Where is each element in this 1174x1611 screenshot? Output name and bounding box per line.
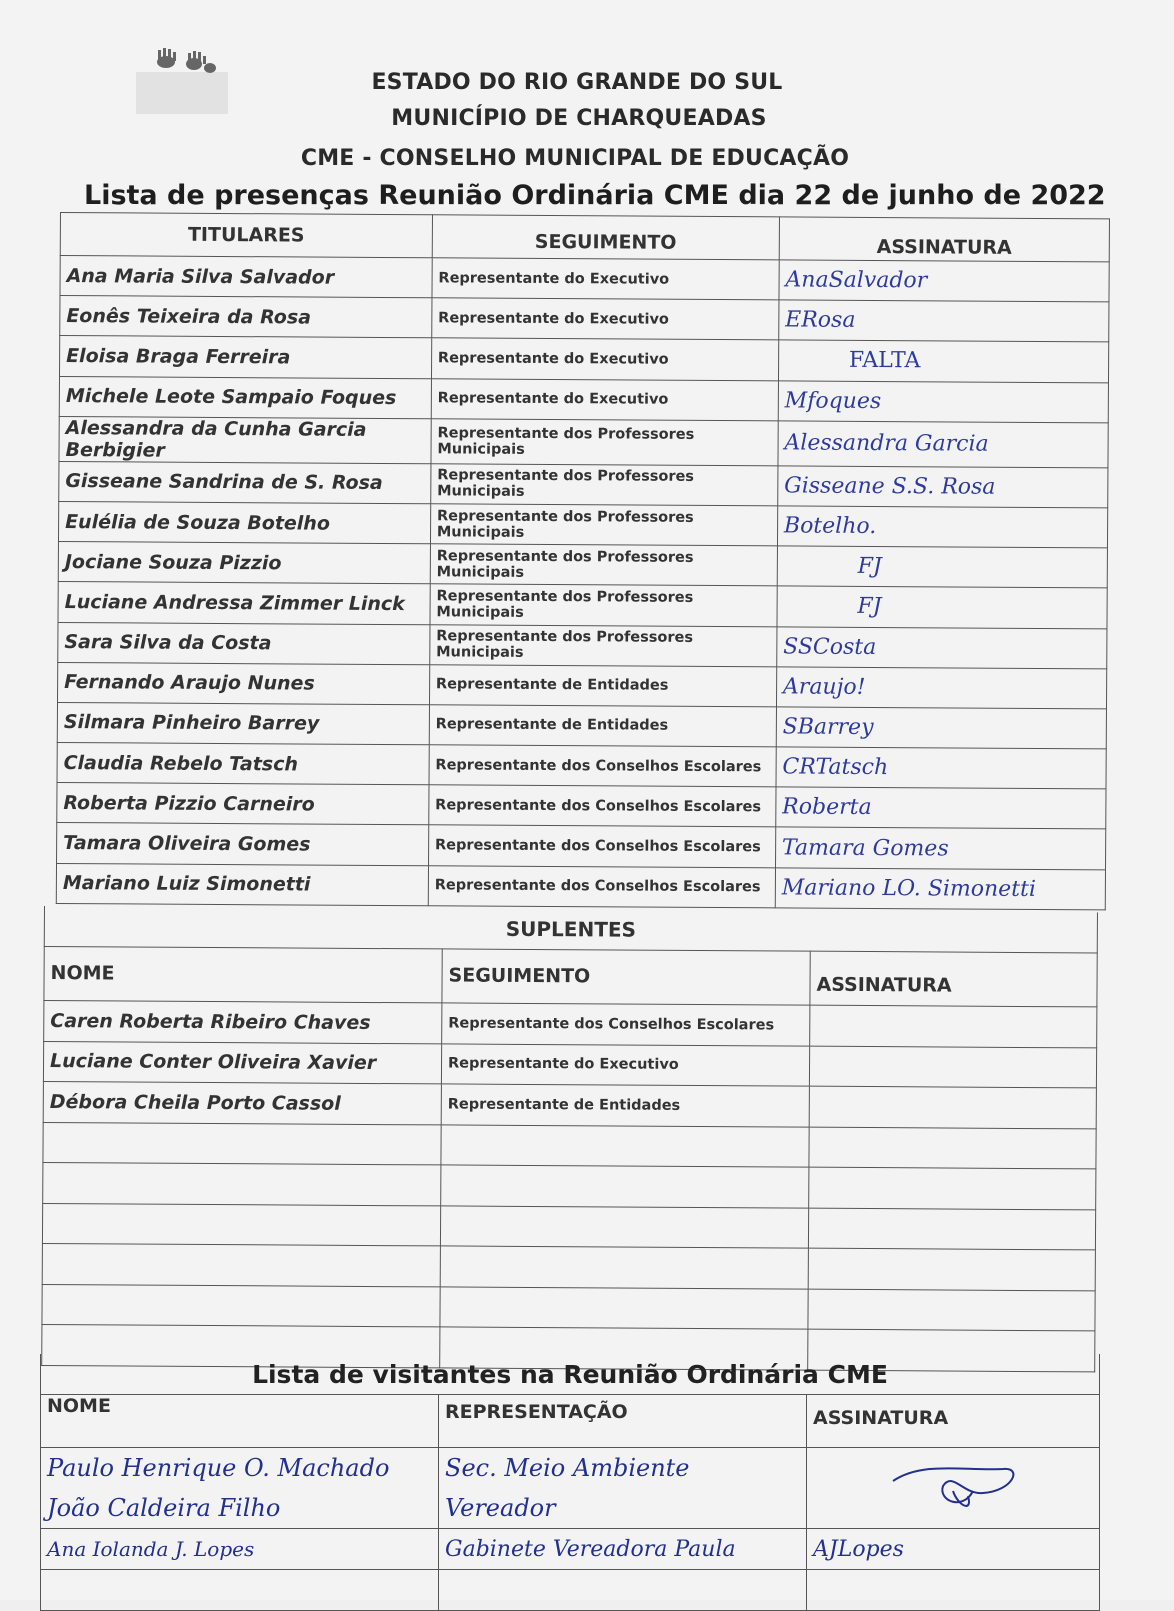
member-segment: Representante do Executivo: [431, 378, 778, 420]
member-name: Tamara Oliveira Gomes: [57, 823, 429, 865]
table-row: [58, 582, 1107, 629]
signature: Gisseane S.S. Rosa: [778, 466, 1108, 508]
page-title: Lista de presenças Reunião Ordinária CME dia 22 de junho de 2022: [84, 180, 1106, 211]
table-row: [42, 1203, 1095, 1250]
table-row: [43, 1162, 1096, 1209]
member-segment: Representante dos Professores Municipais: [431, 419, 778, 466]
table-row: [59, 416, 1108, 467]
member-name: Silmara Pinheiro Barrey: [57, 702, 429, 744]
visitantes-header-row: [41, 1395, 1100, 1448]
col-seguimento: SEGUIMENTO: [432, 215, 779, 260]
table-row: [60, 296, 1109, 343]
table-row: [42, 1284, 1095, 1331]
member-segment: Representante dos Professores Municipais: [430, 504, 777, 546]
signature: Araujo!: [776, 667, 1106, 709]
col-nome: NOME: [41, 1395, 439, 1448]
header-municipality: MUNICÍPIO DE CHARQUEADAS: [391, 106, 767, 131]
table-row: [58, 501, 1107, 548]
visitor-signature: AJLopes: [807, 1529, 1100, 1570]
member-segment: Representante dos Professores Municipais: [430, 584, 777, 626]
signature-empty: [809, 1086, 1096, 1128]
col-assinatura: ASSINATURA: [810, 951, 1097, 1007]
col-assinatura: ASSINATURA: [807, 1395, 1100, 1448]
member-name: Luciane Conter Oliveira Xavier: [43, 1041, 441, 1084]
table-row: [57, 702, 1106, 749]
member-segment: Representante dos Professores Municipais: [431, 464, 778, 506]
col-nome: NOME: [44, 946, 442, 1003]
titulares-header-row: [60, 213, 1109, 262]
table-row: [43, 1041, 1096, 1088]
table-row: [57, 743, 1106, 790]
member-name: Eloisa Braga Ferreira: [59, 336, 431, 378]
member-segment: Representante dos Conselhos Escolares: [429, 745, 776, 787]
col-representacao: REPRESENTAÇÃO: [439, 1395, 807, 1448]
col-assinatura: ASSINATURA: [779, 217, 1109, 262]
table-row: [58, 542, 1107, 589]
signature: AnaSalvador: [779, 260, 1109, 302]
member-segment: Representante dos Professores Municipais: [430, 544, 777, 586]
member-name: Eulélia de Souza Botelho: [58, 501, 430, 543]
visitor-name: João Caldeira Filho: [41, 1488, 439, 1529]
table-row: [43, 1122, 1096, 1169]
visitor-name: Paulo Henrique O. Machado: [41, 1448, 439, 1489]
col-seguimento: SEGUIMENTO: [442, 948, 810, 1005]
signature: SBarrey: [776, 707, 1106, 749]
table-row: [59, 461, 1108, 508]
signature: Tamara Gomes: [775, 827, 1105, 869]
titulares-table: [56, 212, 1110, 910]
header-council: CME - CONSELHO MUNICIPAL DE EDUCAÇÃO: [300, 146, 850, 171]
table-row: [59, 376, 1108, 423]
table-row: [59, 336, 1108, 383]
table-row: [56, 863, 1105, 910]
signature: Alessandra Garcia: [778, 421, 1108, 468]
visitantes-table: [40, 1354, 1100, 1611]
table-row: [60, 256, 1109, 303]
member-name: Gisseane Sandrina de S. Rosa: [59, 461, 431, 503]
signature: FALTA: [778, 340, 1108, 382]
member-segment: Representante do Executivo: [432, 258, 779, 300]
member-name: Caren Roberta Ribeiro Chaves: [44, 1001, 442, 1044]
suplentes-section-label: SUPLENTES: [44, 906, 1097, 952]
member-segment: Representante de Entidades: [429, 705, 776, 747]
suplentes-header-row: [44, 946, 1097, 1007]
member-name: Fernando Araujo Nunes: [58, 662, 430, 704]
signature: ERosa: [779, 300, 1109, 342]
table-row: [42, 1243, 1095, 1290]
member-segment: Representante dos Conselhos Escolares: [429, 785, 776, 827]
member-name: Sara Silva da Costa: [58, 622, 430, 664]
table-row: [41, 1529, 1100, 1570]
table-row: [57, 823, 1106, 870]
signature: Botelho.: [777, 506, 1107, 548]
member-segment: Representante dos Professores Municipais: [430, 624, 777, 666]
signature: SSCosta: [777, 626, 1107, 668]
visitor-signature: [807, 1448, 1100, 1529]
member-segment: Representante dos Conselhos Escolares: [428, 865, 775, 907]
visitor-representation: Sec. Meio Ambiente: [439, 1448, 807, 1489]
member-segment: Representante dos Conselhos Escolares: [428, 825, 775, 867]
member-name: Michele Leote Sampaio Foques: [59, 376, 431, 418]
member-segment: Representante de Entidades: [429, 664, 776, 706]
table-row: [41, 1570, 1100, 1611]
member-name: Jociane Souza Pizzio: [58, 542, 430, 584]
signature-empty: [810, 1005, 1097, 1047]
visitor-representation: Gabinete Vereadora Paula: [439, 1529, 807, 1570]
member-name: Alessandra da Cunha Garcia Berbigier: [59, 416, 431, 463]
signature: FJ: [777, 586, 1107, 628]
member-segment: Representante do Executivo: [441, 1043, 809, 1086]
table-row: [44, 1001, 1097, 1048]
member-name: Ana Maria Silva Salvador: [60, 256, 432, 298]
signature: Mfoques: [778, 380, 1108, 422]
table-row: [43, 1081, 1096, 1128]
member-name: Eonês Teixeira da Rosa: [60, 296, 432, 338]
suplentes-table: [41, 906, 1098, 1372]
table-row: [57, 783, 1106, 830]
col-titulares: TITULARES: [60, 213, 432, 258]
signature: FJ: [777, 546, 1107, 588]
table-row: [58, 622, 1107, 669]
member-segment: Representante do Executivo: [431, 338, 778, 380]
signature: Mariano LO. Simonetti: [775, 868, 1105, 910]
member-name: Débora Cheila Porto Cassol: [43, 1081, 441, 1124]
member-segment: Representante do Executivo: [432, 298, 779, 340]
member-segment: Representante de Entidades: [441, 1084, 809, 1127]
header-state: ESTADO DO RIO GRANDE DO SUL: [371, 70, 783, 95]
table-row: [58, 662, 1107, 709]
signature-empty: [809, 1046, 1096, 1088]
visitantes-title: Lista de visitantes na Reunião Ordinária CME: [41, 1354, 1100, 1395]
signature-scribble-icon: [883, 1451, 1023, 1521]
member-name: Roberta Pizzio Carneiro: [57, 783, 429, 825]
signature: Roberta: [776, 787, 1106, 829]
visitor-name: Ana Iolanda J. Lopes: [41, 1529, 439, 1570]
visitor-representation: Vereador: [439, 1488, 807, 1529]
member-segment: Representante dos Conselhos Escolares: [442, 1003, 810, 1046]
member-name: Mariano Luiz Simonetti: [56, 863, 428, 905]
signature: CRTatsch: [776, 747, 1106, 789]
table-row: [41, 1448, 1100, 1489]
member-name: Luciane Andressa Zimmer Linck: [58, 582, 430, 624]
member-name: Claudia Rebelo Tatsch: [57, 743, 429, 785]
